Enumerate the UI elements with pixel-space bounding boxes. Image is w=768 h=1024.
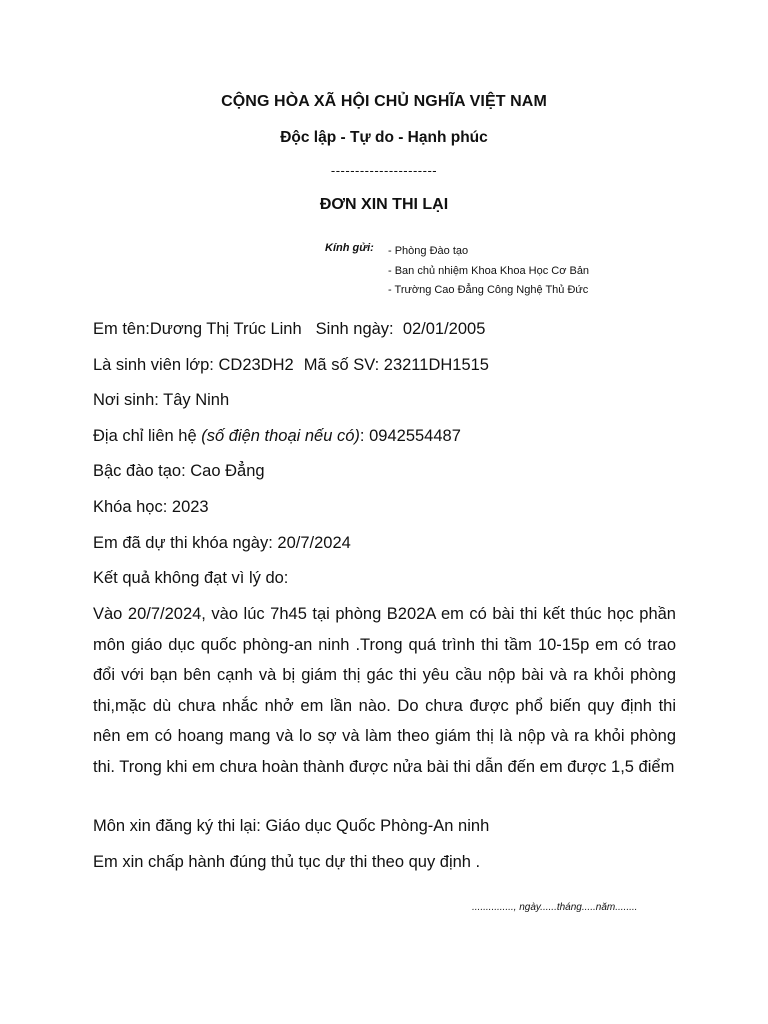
contact-label: Địa chỉ liên hệ: [93, 427, 202, 445]
birthplace-value: Tây Ninh: [163, 391, 230, 409]
dob-label: Sinh ngày:: [315, 320, 394, 338]
national-motto: Độc lập - Tự do - Hạnh phúc: [280, 129, 488, 146]
birthplace-label: Nơi sinh:: [93, 391, 159, 409]
form-title: ĐƠN XIN THI LẠI: [319, 196, 449, 213]
class-label: Là sinh viên lớp:: [93, 356, 214, 374]
reason-paragraph: Vào 20/7/2024, vào lúc 7h45 tại phòng B202A em có bài thi kết thúc học phần môn giáo dục quốc phòng-an ninh .Trong quá trình thi tầm 10-15p em có trao đổi với bạn bên cạnh và bị giám thị gác thi yêu cầu nộp bài và ra khỏi phòng thi,mặc dù chưa nhắc nhở em lần nào. Do chưa được phổ biến quy định thi nên em có hoang mang và lo sợ và làm theo giám thị là nộp và ra khỏi phòng thi. Trong khi em chưa hoàn thành được nửa bài thi dẫn đến em được 1,5 điểm: [93, 605, 676, 776]
reason-label: Kết quả không đạt vì lý do:: [93, 569, 289, 587]
contact-value: 0942554487: [369, 427, 461, 445]
recipient-item: - Trường Cao Đẳng Công Nghệ Thủ Đức: [388, 284, 589, 296]
subject-line: [93, 817, 489, 836]
course-line: [93, 498, 209, 517]
class-value: CD23DH2: [218, 356, 294, 374]
exam-date-value: 20/7/2024: [277, 534, 351, 552]
date-signature-line: ..............., ngày......tháng.....năm........: [472, 902, 638, 913]
name-label: Em tên:: [93, 320, 150, 338]
contact-hint: (số điện thoại nếu có): [201, 427, 360, 445]
recipient-item: - Ban chủ nhiệm Khoa Khoa Học Cơ Bản: [388, 264, 590, 277]
subject-label: Môn xin đăng ký thi lại:: [93, 817, 261, 835]
contact-line: [93, 427, 461, 446]
student-name: Dương Thị Trúc Linh: [149, 320, 302, 338]
level-line: [93, 462, 265, 481]
course-label: Khóa học:: [93, 498, 168, 516]
recipients-list: [388, 242, 589, 301]
separator-line: ----------------------: [330, 163, 438, 178]
exam-date-label: Em đã dự thi khóa ngày:: [93, 534, 273, 552]
level-value: Cao Đẳng: [190, 462, 265, 480]
recipient-item: - Phòng Đào tạo: [388, 245, 469, 257]
student-id-label: Mã số SV:: [303, 356, 380, 374]
student-id-value: 23211DH1515: [383, 356, 489, 374]
contact-colon: :: [359, 427, 365, 445]
course-value: 2023: [171, 498, 209, 516]
recipients-label: Kính gửi:: [325, 242, 374, 254]
level-label: Bậc đào tạo:: [93, 462, 186, 480]
birthplace-line: [93, 391, 229, 410]
subject-value: Giáo dục Quốc Phòng-An ninh: [265, 817, 490, 835]
dob-value: 02/01/2005: [402, 320, 486, 338]
name-line: [93, 320, 485, 339]
exam-date-line: [93, 534, 351, 553]
national-title: CỘNG HÒA XÃ HỘI CHỦ NGHĨA VIỆT NAM: [221, 93, 547, 110]
commitment-line: Em xin chấp hành đúng thủ tục dự thi theo quy định .: [93, 853, 481, 871]
class-line: [93, 356, 489, 375]
